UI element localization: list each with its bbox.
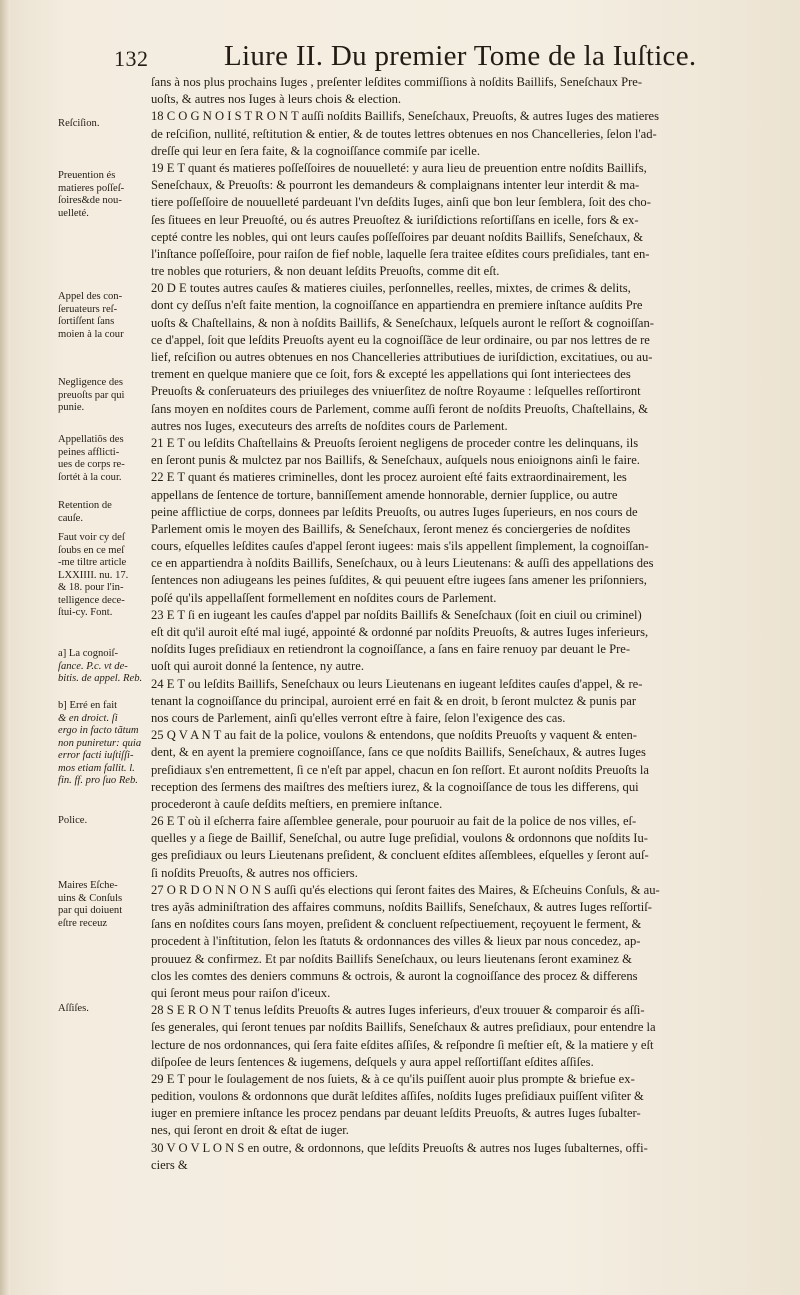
text-line: 25 Q V A N T au fait de la police, voulons & entendons, que noſdits Preuoſts y vaquent & enten-: [151, 728, 637, 743]
text-line: ciers &: [151, 1157, 188, 1172]
text-line: quelles y a ſiege de Baillif, Seneſchal, ou autre Iuge preſidial, voulons & ordonnons que noſdits Iu-: [151, 831, 648, 846]
text-line: nos cours de Parlement, ainſi qu'elles verront eſtre à faire, ſelon l'exigence des cas.: [151, 710, 566, 725]
text-line: dent, & en ayent la premiere cognoiſſance, ſans ce que noſdits Baillifs, Seneſchaux, & autres Iuges: [151, 745, 646, 760]
note-line: uins & Conſuls: [58, 892, 123, 904]
text-line: peine afflictiue de corps, donnees par leſdits Preuoſts, ou autres Iuges ſuperieurs, en nos cours de: [151, 504, 638, 519]
note-line: Preuention és: [58, 170, 116, 181]
text-line: iuger en premiere inſtance les procez pendans par deuant leſdits Preuoſts, & autres Iuges ſubalter-: [151, 1106, 641, 1121]
text-line: eſt dit qu'il auroit eſté mal iugé, appointé & ordonné par noſdits Preuoſts, & autres Iuges inferieurs,: [151, 625, 649, 639]
text-line: tres ayãs adminiſtration des affaires communs, noſdits Baillifs, Seneſchaux, & autres Iuges reſſortiſ-: [151, 900, 652, 914]
text-line: de reſciſion, nullité, reſtitution & entier, & de toutes lettres obtenues en nos Chancelleries, ſelon l'ad-: [151, 126, 657, 141]
text-line: appellans de ſentence de torture, banniſſement amende honnorable, dernier ſupplice, ou autre: [151, 487, 618, 502]
margin-note-police: [58, 815, 148, 828]
running-title: Liure II. Du premier Tome de la Iuſtice.: [224, 40, 697, 72]
margin-notes: [58, 0, 150, 1295]
text-line: ges preſidiaux ou leurs Lieutenans preſident, & concluent eſdites aſſemblees, eſquelles y ſeront auſ-: [151, 848, 649, 863]
text-line: cours, eſquelles leſdites cauſes d'appel ſeront iugees: mais s'ils appellent ſimplement, la cognoiſſan-: [151, 539, 649, 554]
note-line: ſortiſſent ſans: [58, 316, 115, 327]
note-line: peines afflicti-: [58, 446, 120, 458]
text-line: 30 V O V L O N S en outre, & ordonnons, que leſdits Preuoſts & autres nos Iuges ſubalternes, offi-: [151, 1140, 648, 1155]
text-line: ce d'appel, ſoit que leſdits Preuoſts ayent eu la cognoiſſãce de leur ordinaire, ou par nos lettres de re: [151, 332, 650, 347]
note-line: LXXIIII. nu. 17.: [58, 569, 129, 581]
text-line: tre nobles que roturiers, & non deuant leſdits Preuoſts, comme dit eſt.: [151, 264, 500, 279]
text-line: nes, qui ſeront en droit & eſtat de iuger.: [151, 1123, 349, 1138]
note-line: matieres poſſeſ-: [58, 182, 125, 194]
main-text: [151, 74, 777, 1284]
text-line: en ſeront punis & mulctez par nos Baillifs, & Seneſchaux, auſquels nous enioignons ainſi le faire.: [151, 453, 640, 468]
text-line: ſes ſituees en leur Preuoſté, ou és autres Preuoſtez & iuriſdictions reſortiſſans en icelle, fors & ex-: [151, 212, 639, 227]
note-line: Maires Eſche-: [58, 880, 118, 891]
text-line: 26 E T où il eſcherra faire aſſemblee generale, pour pouruoir au fait de la police de nos villes, eſ-: [151, 814, 637, 829]
note-line: a] La cognoiſ-: [58, 648, 119, 659]
text-line: 18 C O G N O I S T R O N T auſſi noſdits Baillifs, Seneſchaux, Preuoſts, & autres Iuges des matieres: [151, 109, 660, 124]
margin-note-preuention: [58, 170, 148, 220]
note-line: Appellatiõs des: [58, 434, 124, 445]
note-line: -me tiltre article: [58, 557, 127, 568]
text-line: ce en appartiendra à noſdits Baillifs, Seneſchaux, ou à leurs Lieutenans: & auſſi des appellations des: [151, 556, 654, 571]
note-line: non puniretur: quia: [58, 737, 142, 749]
margin-note-retention: [58, 500, 148, 525]
text-line: trement en quelque maniere que ce ſoit, fors & excepté les appellations qui ſont interiectees des: [151, 367, 631, 382]
note-line: Faut voir cy deſ: [58, 532, 125, 543]
text-line: 23 E T ſi en iugeant les cauſes d'appel par noſdits Baillifs & Seneſchaux (ſoit en ciuil ou criminel): [151, 607, 642, 622]
text-line: Parlement omis le moyen des Baillifs, & Seneſchaux, ſeront menez és conciergeries de noſdites: [151, 521, 631, 536]
text-line: clos les comtes des deniers communs & octrois, & auront la cognoiſſance des procez & differens: [151, 968, 638, 983]
note-line: Retention de: [58, 500, 112, 511]
margin-note-negligence: [58, 377, 148, 415]
text-line: Seneſchaux, & Preuoſts: & pourront les demandeurs & complaignans intenter leur interdit & ma-: [151, 178, 640, 193]
page-header: [114, 40, 714, 76]
note-line: preuoſts par qui: [58, 389, 125, 401]
text-line: uoſt qui auroit donné la ſentence, ny autre.: [151, 659, 364, 674]
note-line: punie.: [58, 402, 85, 413]
text-line: lecture de nos ordonnances, qui ſera faite eſdites aſſiſes, & reſpondre ſi meſtier eſt, & la matiere y eſt: [151, 1037, 654, 1052]
text-line: pedition, voulons & ordonnons que durãt leſdites aſſiſes, noſdits Iuges preſidiaux puiſſent viſiter &: [151, 1089, 644, 1104]
text-line: dont cy deſſus n'eſt faite mention, la cognoiſſance en appartiendra en premiere inſtance auſdits Pre: [151, 298, 643, 313]
text-line: 19 E T quant és matieres poſſeſſoires de nouuelleté: y aura lieu de preuention entre noſdits Baillifs,: [151, 160, 647, 175]
note-line: ſance. P.c. vt de-: [58, 660, 128, 672]
note-line: Aſſiſes.: [58, 1003, 89, 1014]
text-line: procederont à cauſe deſdits meſtiers, en premiere inſtance.: [151, 796, 443, 811]
note-line: ſeruateurs reſ-: [58, 303, 118, 315]
margin-note-rescision: [58, 118, 148, 131]
note-line: error facti iuſtiſſi-: [58, 750, 134, 761]
note-line: ſoires&de nou-: [58, 195, 122, 206]
text-line: lief, reſciſion ou autres obtenues en nos Chancelleries attributiues de iuriſdiction, excitatiues, ou au-: [151, 350, 653, 364]
note-line: b] Erré en fait: [58, 700, 118, 711]
note-line: Police.: [58, 815, 88, 826]
text-line: 24 E T ou leſdits Baillifs, Seneſchaux ou leurs Lieutenans en iugeant leſdites cauſes d'appel, & re-: [151, 676, 643, 691]
text-line: preſidiaux s'en entremettent, ſi ce n'eſt par appel, chacun en ſon reſſort. Et auront noſdits Preuoſts la: [151, 762, 649, 777]
note-line: mos etiam fallit. l.: [58, 762, 135, 774]
page-gutter: [0, 0, 10, 1295]
text-line: qui ſeront meus pour raiſon d'iceux.: [151, 985, 331, 1000]
text-line: tenant la cognoiſſance du principal, auroient erré en fait & en droit, b ſeront mulctez & punis par: [151, 693, 637, 708]
text-line: prouuez & confirmez. Et par noſdits Baillifs Seneſchaux, ou leurs lieutenans ſeront examinez &: [151, 951, 632, 966]
text-line: ſans en noſdites cours ſans moyen, preſident & concluent reſpectiuement, reçoyuent le ferment, &: [151, 917, 642, 932]
note-line: uelleté.: [58, 207, 89, 219]
note-line: par qui doiuent: [58, 905, 123, 916]
text-line: l'inſtance poſſeſſoire, pour raiſon de fief noble, laquelle ſera traitee eſdites cours preſidiales, tant en-: [151, 246, 650, 261]
text-line: noſdits Iuges preſidiaux en retiendront la cognoiſſance, a ſans en faire renuoy par deuant le Pre-: [151, 642, 631, 657]
margin-note-faut-voir: [58, 532, 148, 620]
text-line: tiere poſſeſſoire de nouuelleté pardeuant l'vn deſdits Iuges, ainſi que bon leur ſemblera, ſoit des cho-: [151, 195, 651, 210]
note-line: telligence dece-: [58, 594, 125, 606]
note-line: eſtre receuz: [58, 917, 108, 929]
note-line: cauſe.: [58, 512, 83, 524]
text-line: Preuoſts & conſeruateurs des priuileges des vniuerſitez de noſtre Royaume : leſquelles reſſortiront: [151, 384, 641, 399]
margin-note-b: [58, 700, 148, 788]
page-number: 132: [114, 46, 149, 71]
note-line: bitis. de appel. Reb.: [58, 673, 143, 684]
text-line: uoſts & Chaſtellains, & non à noſdits Baillifs, & Seneſchaux, leſquels auront le reſſort & cognoiſſan-: [151, 315, 654, 330]
text-line: diſpoſee de leurs ſentences & iugemens, deſquels y aura appel reſſortiſſant eſdites aſſiſes.: [151, 1054, 594, 1069]
text-line: 27 O R D O N N O N S auſſi qu'és elections qui ſeront faites des Maires, & Eſcheuins Conſuls, & au-: [151, 882, 660, 897]
margin-note-a: [58, 648, 148, 686]
text-line: dreſſe qui leur en ſera faite, & la cognoiſſance commiſe par icelle.: [151, 143, 481, 158]
text-line: ſentences non adiugeans les peines ſuſdites, & qui peuuent eſtre iugees ſans amener les priſonniers,: [151, 573, 647, 588]
text-line: ſans moyen en noſdites cours de Parlement, comme auſſi feront de noſdits Preuoſts, Chaſtellains, &: [151, 401, 649, 416]
margin-note-appellations: [58, 434, 148, 484]
margin-note-maires: [58, 880, 148, 930]
text-line: poſé qu'ils appellaſſent formellement en noſdites cours de Parlement.: [151, 590, 497, 605]
note-line: Reſciſion.: [58, 118, 100, 129]
text-line: 28 S E R O N T tenus leſdits Preuoſts & autres Iuges inferieurs, d'eux trouuer & comparoir és aſſi-: [151, 1003, 645, 1018]
text-line: procedent à l'inſtitution, ſelon les ſtatuts & ordonnances des villes & lieux par nous concedez, ap-: [151, 934, 641, 949]
note-line: Negligence des: [58, 377, 124, 388]
note-line: ues de corps re-: [58, 459, 125, 470]
note-line: & 18. pour l'in-: [58, 582, 124, 593]
text-line: 21 E T ou leſdits Chaſtellains & Preuoſts ſeroient negligens de proceder contre les delinquans, ils: [151, 435, 639, 450]
note-line: ſtui-cy. Font.: [58, 607, 113, 618]
note-line: moien à la cour: [58, 328, 124, 340]
text-line: autres nos Iuges, executeurs des arreſts de noſdites cours de Parlement.: [151, 418, 508, 433]
text-line: ſes generales, qui ſeront tenues par noſdits Baillifs, Seneſchaux & autres preſidiaux, pour entendre la: [151, 1020, 656, 1035]
text-line: 29 E T pour le ſoulagement de nos ſuiets, & à ce qu'ils puiſſent auoir plus prompte & briefue ex-: [151, 1071, 635, 1086]
margin-note-appel: [58, 291, 148, 341]
note-line: ſoubs en ce meſ: [58, 544, 125, 556]
note-line: Appel des con-: [58, 291, 123, 302]
text-line: uoſts, & autres nos Iuges à leurs chois & election.: [151, 92, 402, 107]
note-line: ſortét à la cour.: [58, 471, 122, 483]
margin-note-assises: [58, 1003, 148, 1016]
text-line: 20 D E toutes autres cauſes & matieres ciuiles, perſonnelles, reelles, mixtes, de crimes & delits,: [151, 281, 631, 296]
text-line: cepté contre les nobles, qui ont leurs cauſes poſſeſſoires par deuant noſdits Baillifs, Seneſchaux, &: [151, 229, 644, 244]
text-line: ſans à nos plus prochains Iuges , preſenter leſdites commiſſions à noſdits Baillifs, Seneſchaux Pre-: [151, 75, 643, 89]
text-line: ſi noſdits Preuoſts, & autres nos officiers.: [151, 865, 358, 880]
text-line: reception des ſermens des maiſtres des meſtiers iurez, & la cognoiſſance de tous les differens, qui: [151, 779, 639, 794]
note-line: & en droict. ſi: [58, 712, 118, 724]
note-line: fin. ff. pro ſuo Reb.: [58, 775, 138, 786]
note-line: ergo in facto tãtum: [58, 725, 139, 736]
text-line: 22 E T quant és matieres criminelles, dont les procez auroient eſté faits extraordinairement, les: [151, 470, 627, 485]
